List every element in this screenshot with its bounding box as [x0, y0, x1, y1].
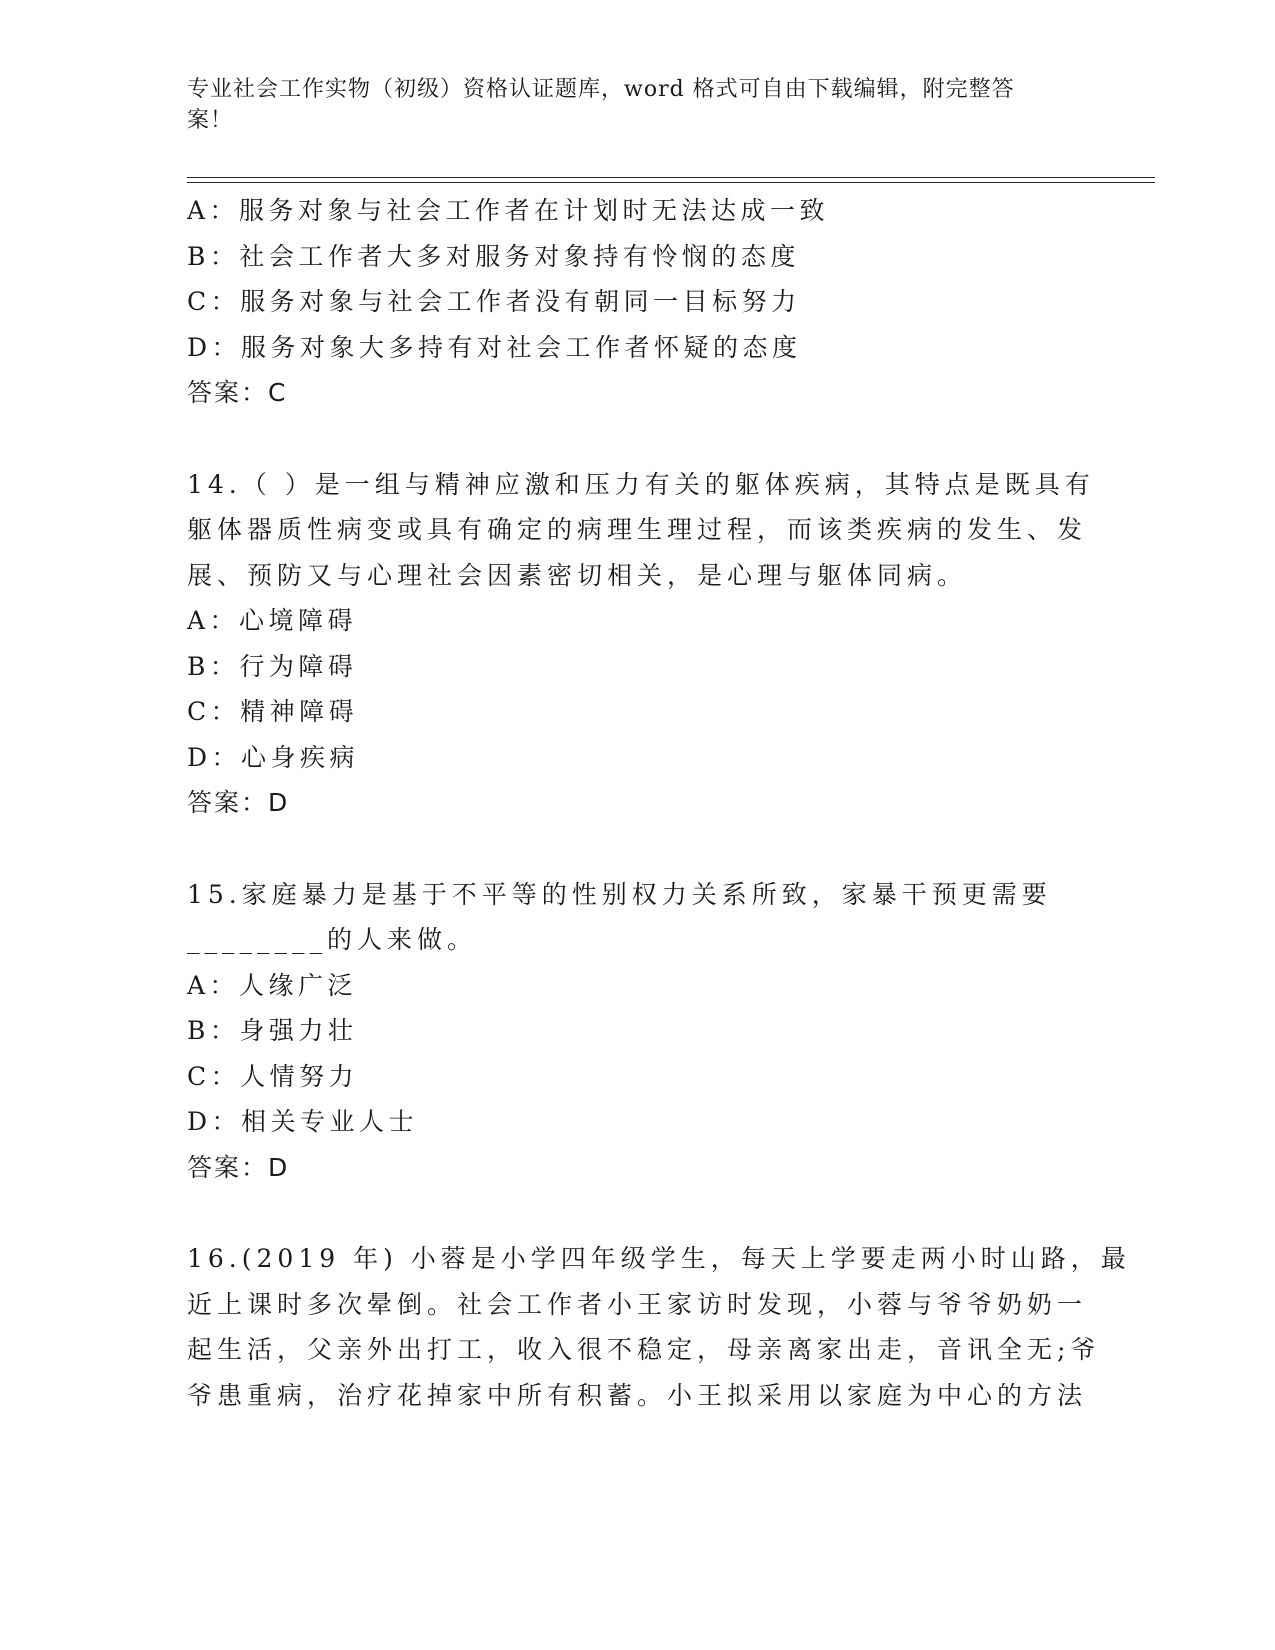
question-stem-line: 爷患重病，治疗花掉家中所有积蓄。小王拟采用以家庭为中心的方法 — [187, 1380, 1088, 1410]
document-header — [187, 74, 1067, 136]
header-divider-top — [187, 177, 1155, 178]
answer-label: 答案：D — [187, 1152, 290, 1182]
question-content — [187, 188, 1131, 1418]
answer-label: 答案：C — [187, 378, 288, 407]
question-stem-line: 近上课时多次晕倒。社会工作者小王家访时发现，小蓉与爷爷奶奶一 — [187, 1289, 1088, 1319]
option-a: A：人缘广泛 — [187, 970, 358, 1000]
question-stem-line: 躯体器质性病变或具有确定的病理生理过程，而该类疾病的发生、发 — [187, 515, 1088, 544]
spacer — [187, 1190, 1087, 1236]
option-c: C：精神障碍 — [187, 697, 359, 726]
question-13 — [187, 188, 1087, 416]
option-a: A：心境障碍 — [187, 606, 358, 635]
question-14 — [187, 462, 1095, 826]
spacer — [187, 416, 1087, 462]
question-stem-line: 14.（ ）是一组与精神应激和压力有关的躯体疾病，其特点是既具有 — [187, 469, 1095, 499]
question-15 — [187, 872, 1087, 1191]
question-stem-line: 展、预防又与心理社会因素密切相关，是心理与躯体同病。 — [187, 560, 968, 590]
option-c: C：服务对象与社会工作者没有朝同一目标努力 — [187, 287, 801, 316]
header-divider-bottom — [187, 182, 1155, 183]
option-a: A：服务对象与社会工作者在计划时无法达成一致 — [187, 196, 830, 225]
question-16 — [187, 1236, 1131, 1418]
answer-label: 答案：D — [187, 788, 290, 817]
option-b: B：社会工作者大多对服务对象持有怜悯的态度 — [187, 241, 800, 271]
question-stem-line: ________的人来做。 — [187, 925, 478, 954]
option-d: D：服务对象大多持有对社会工作者怀疑的态度 — [187, 332, 802, 362]
spacer — [187, 826, 1087, 872]
question-stem-line: 起生活，父亲外出打工，收入很不稳定，母亲离家出走，音讯全无;爷 — [187, 1335, 1101, 1364]
option-c: C：人情努力 — [187, 1061, 359, 1091]
header-line-2: 案！ — [187, 108, 234, 133]
question-stem-line: 16.(2019 年) 小蓉是小学四年级学生，每天上学要走两小时山路，最 — [187, 1244, 1131, 1273]
option-d: D：心身疾病 — [187, 742, 360, 772]
option-d: D：相关专业人士 — [187, 1107, 419, 1136]
header-line-1: 专业社会工作实物（初级）资格认证题库，word 格式可自由下载编辑，附完整答 — [187, 77, 1015, 102]
option-b: B：身强力壮 — [187, 1016, 358, 1045]
question-stem-line: 15.家庭暴力是基于不平等的性别权力关系所致，家暴干预更需要 — [187, 879, 1052, 909]
option-b: B：行为障碍 — [187, 651, 358, 681]
